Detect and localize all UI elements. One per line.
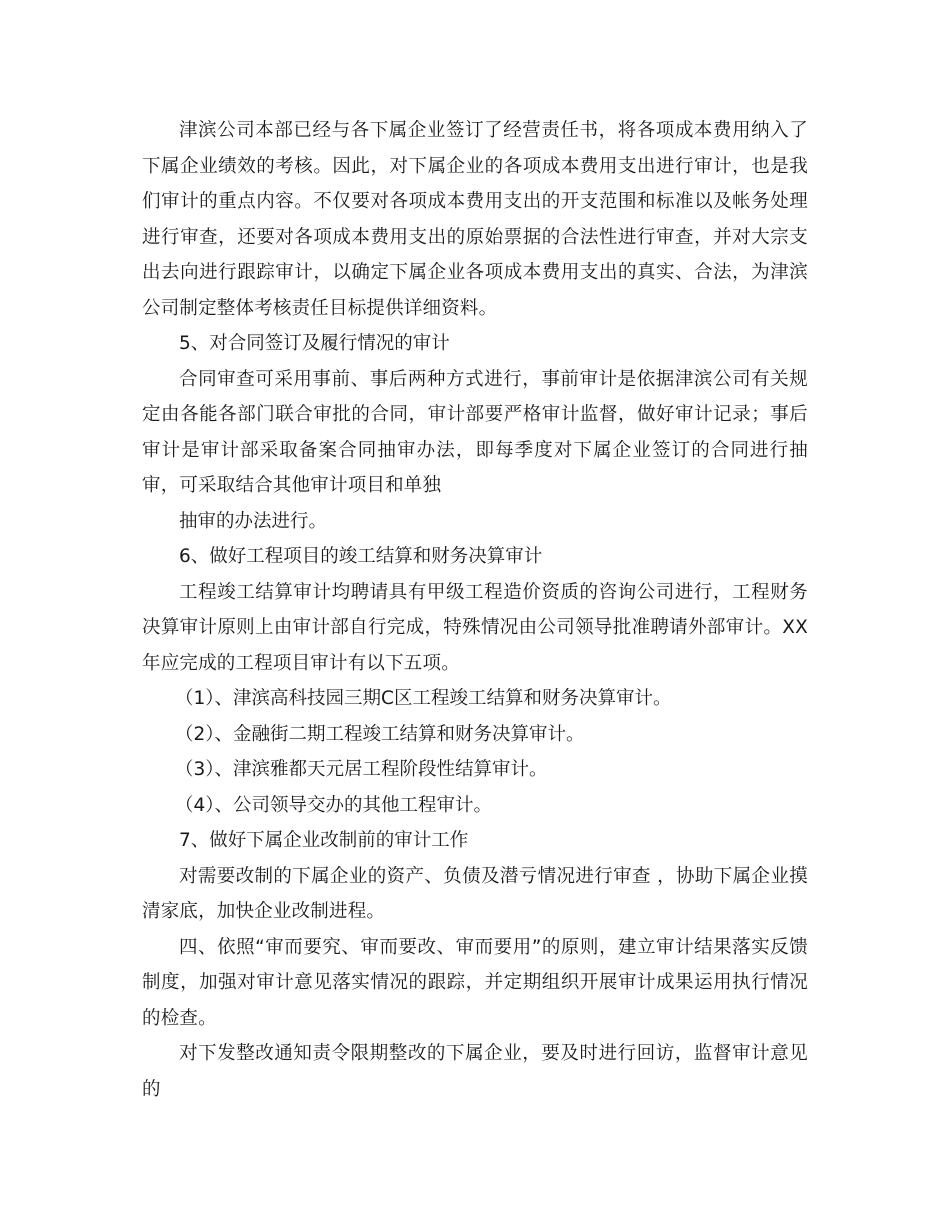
- paragraph-continuation: 抽审的办法进行。: [179, 510, 328, 532]
- section-heading-contract-audit: 5、对合同签订及履行情况的审计: [179, 333, 450, 354]
- list-item-3: （3）、津滨雅都天元居工程阶段性结算审计。: [175, 759, 548, 780]
- paragraph-contract-review: 合同审查可采用事前、事后两种方式进行，事前审计是依据津滨公司有关规定由各能各部门联合审批的合同，审计部要严格审计监督，做好审计记录；事后审计是审计部采取备案合同抽审办法，即每季度对下属企业签订的合同进行抽审，可采取结合其他审计项目和单独: [142, 368, 808, 496]
- list-item-4: （4）、公司领导交办的其他工程审计。: [175, 794, 493, 816]
- document-body: [142, 113, 808, 1107]
- paragraph-restructure-audit: 对需要改制的下属企业的资产、负债及潜亏情况进行审查 ，协助下属企业摸清家底，加快企业改制进程。: [142, 865, 808, 922]
- section-heading-project-audit: 6、做好工程项目的竣工结算和财务决算审计: [179, 546, 543, 567]
- paragraph-cost-audit: 津滨公司本部已经与各下属企业签订了经营责任书，将各项成本费用纳入了下属企业绩效的考核。因此，对下属企业的各项成本费用支出进行审计，也是我们审计的重点内容。不仅要对各项成本费用支出的开支范围和标准以及帐务处理进行审查，还要对各项成本费用支出的原始票据的合法性进行审查，并对大宗支出去向进行跟踪审计，以确定下属企业各项成本费用支出的真实、合法，为津滨公司制定整体考核责任目标提供详细资料。: [142, 120, 808, 319]
- paragraph-follow-up: 对下发整改通知责令限期整改的下属企业，要及时进行回访，监督审计意见的: [142, 1043, 808, 1100]
- paragraph-feedback-system: 四、依照“审而要究、审而要改、审而要用”的原则，建立审计结果落实反馈制度，加强对审计意见落实情况的跟踪，并定期组织开展审计成果运用执行情况的检查。: [142, 936, 808, 1029]
- section-heading-restructure-audit: 7、做好下属企业改制前的审计工作: [179, 830, 469, 851]
- paragraph-project-audit: 工程竣工结算审计均聘请具有甲级工程造价资质的咨询公司进行，工程财务决算审计原则上由审计部自行完成，特殊情况由公司领导批准聘请外部审计。XX年应完成的工程项目审计有以下五项。: [142, 581, 808, 674]
- list-item-1: （1）、津滨高科技园三期C区工程竣工结算和财务决算审计。: [175, 688, 672, 709]
- list-item-2: （2）、金融街二期工程竣工结算和财务决算审计。: [175, 723, 585, 745]
